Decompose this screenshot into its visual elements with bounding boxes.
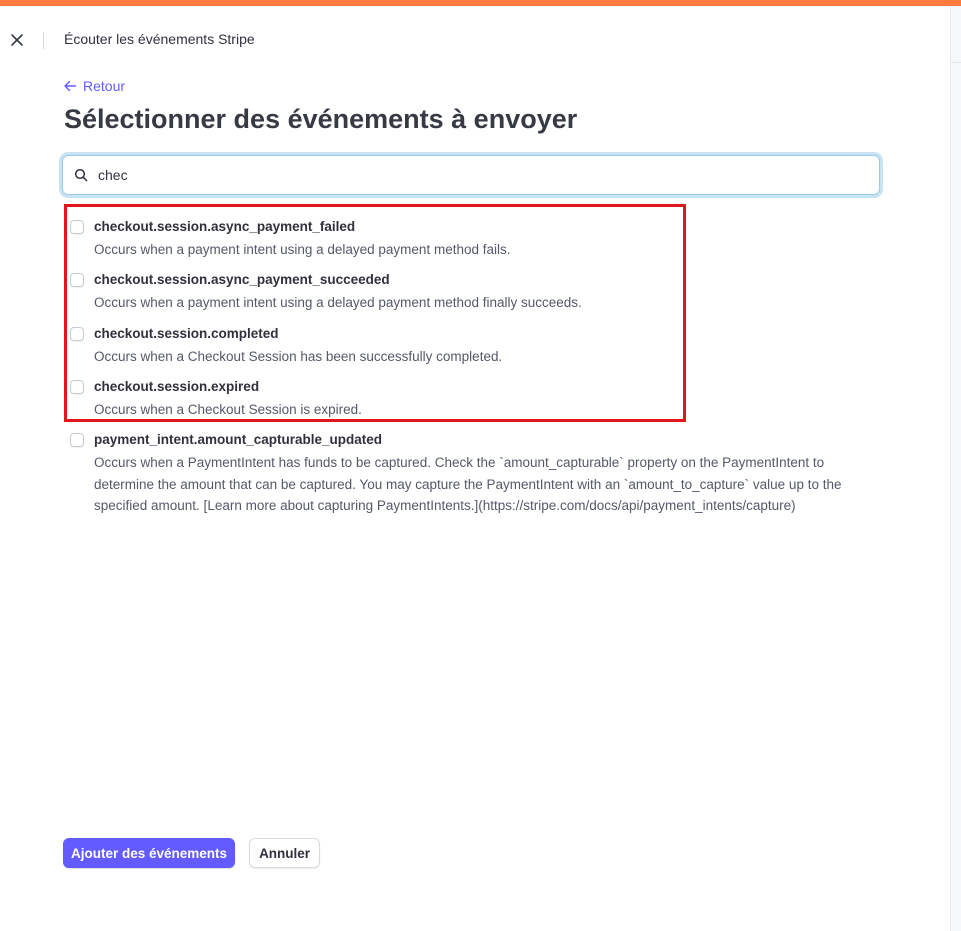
event-name: checkout.session.completed (94, 326, 279, 341)
cancel-button[interactable]: Annuler (249, 838, 320, 868)
header-divider (43, 32, 44, 49)
event-description: Occurs when a Checkout Session has been successfully completed. (94, 349, 503, 364)
header (0, 6, 950, 74)
search-box[interactable] (62, 155, 880, 195)
close-button[interactable] (8, 31, 26, 49)
gutter-divider (951, 62, 961, 63)
add-events-button[interactable]: Ajouter des événements (63, 838, 235, 868)
close-icon[interactable] (8, 31, 26, 49)
event-name: checkout.session.expired (94, 379, 260, 394)
back-link[interactable] (63, 78, 125, 94)
event-description: Occurs when a payment intent using a delayed payment method finally succeeds. (94, 295, 582, 310)
event-checkbox[interactable] (70, 327, 84, 341)
search-icon (74, 168, 88, 182)
event-checkbox[interactable] (70, 273, 84, 287)
event-description: Occurs when a Checkout Session is expired. (94, 402, 362, 417)
search-input[interactable] (98, 164, 858, 186)
event-description: Occurs when a PaymentIntent has funds to be captured. Check the `amount_capturable` property on the PaymentIntent to determine the amount that can be captured. You may capture the PaymentIntent with an `amount_to_capture` value up to the specified amount. [Learn more about capturing PaymentIntents.](https://stripe.com/docs/api/payment_intents/capture) (94, 455, 842, 513)
page-title: Sélectionner des événements à envoyer (64, 104, 578, 134)
event-name: checkout.session.async_payment_succeeded (94, 272, 390, 287)
event-checkbox[interactable] (70, 220, 84, 234)
right-gutter (950, 6, 961, 931)
event-checkbox[interactable] (70, 433, 84, 447)
event-name: checkout.session.async_payment_failed (94, 219, 356, 234)
header-title: Écouter les événements Stripe (64, 31, 255, 47)
arrow-left-icon (63, 79, 77, 93)
event-name: payment_intent.amount_capturable_updated (94, 432, 383, 447)
back-link-label[interactable]: Retour (83, 78, 126, 94)
event-checkbox[interactable] (70, 380, 84, 394)
footer-actions (63, 838, 320, 868)
event-description: Occurs when a payment intent using a delayed payment method fails. (94, 242, 511, 257)
